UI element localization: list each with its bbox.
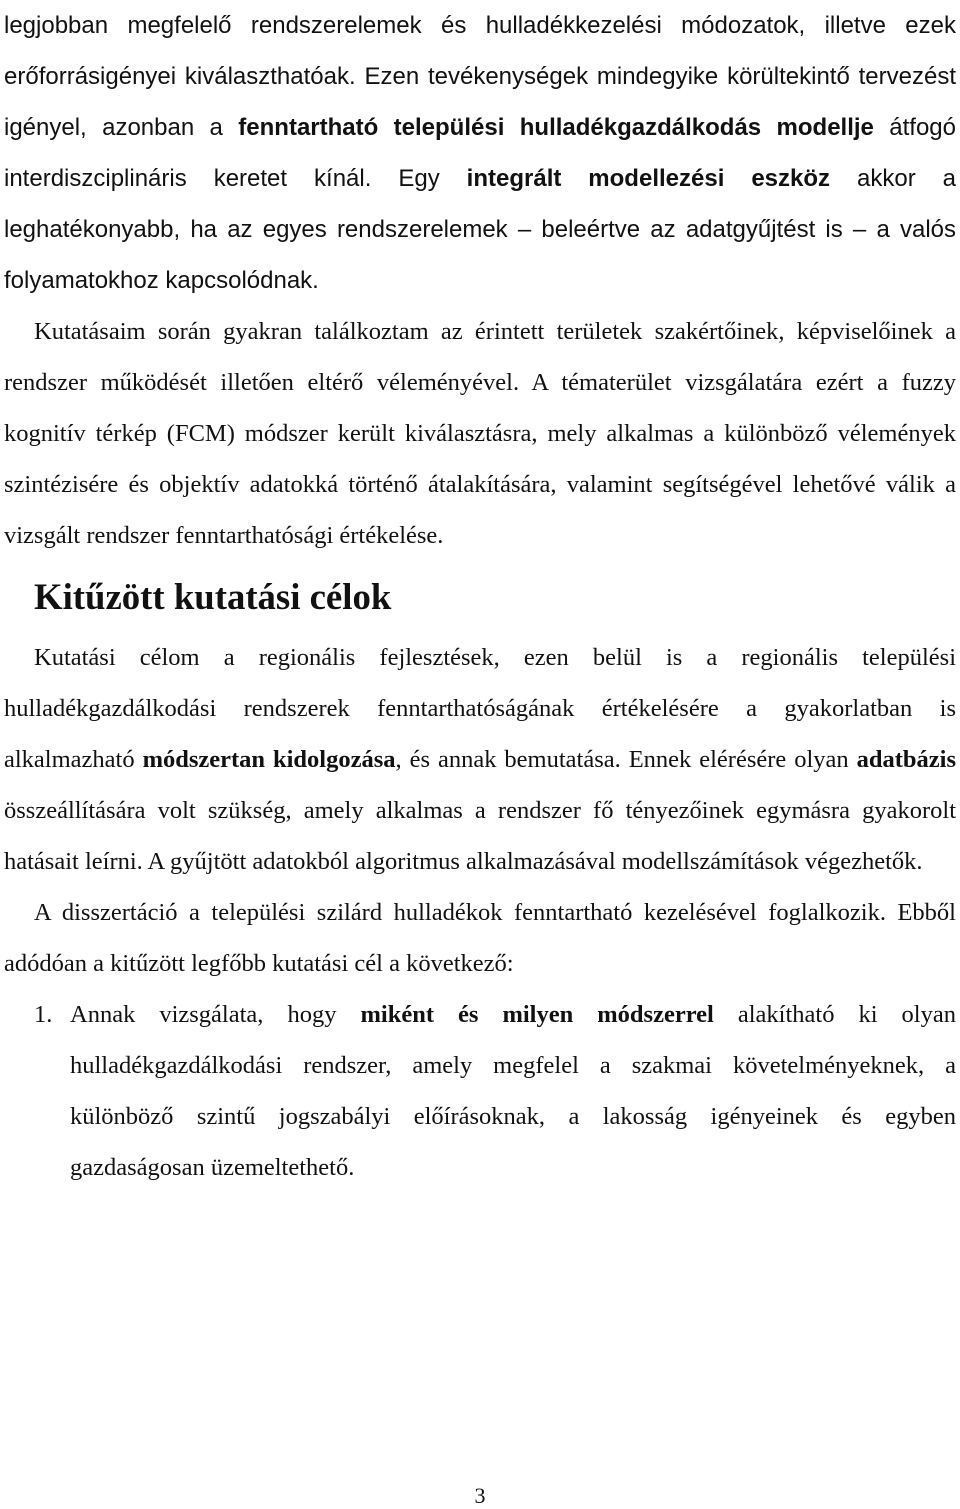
document-page <box>4 0 956 1193</box>
bold-phrase: fenntartható települési hulladékgazdálkodás modellje <box>238 114 874 141</box>
list-text: Annak vizsgálata, hogy <box>70 1001 361 1028</box>
bold-phrase: miként és milyen módszerrel <box>360 1001 714 1028</box>
page-number: 3 <box>474 1483 486 1508</box>
paragraph-text: Kutatási célom a regionális fejlesztések, ezen belül is a regionális települési hulladékgazdálkodási rendszerek fenntarthatóságának értékelésére a gyakorlatban is alkalmazható <box>4 644 956 773</box>
paragraph-text: akkor a leghatékonyabb, ha az egyes rendszerelemek – beleértve az adatgyűjtést is – a valós folyamatokhoz kapcsolódnak. <box>4 165 956 294</box>
bold-phrase: integrált modellezési eszköz <box>466 165 831 192</box>
paragraph-text: , és annak bemutatása. Ennek elérésére olyan <box>395 746 857 773</box>
bold-phrase: módszertan kidolgozása <box>142 746 396 773</box>
paragraph-fenntarthato-modell <box>4 0 956 306</box>
paragraph-disszertacio: A disszertáció a települési szilárd hulladékok fenntartható kezelésével foglalkozik. Ebből adódóan a kitűzött legfőbb kutatási cél a következő: <box>4 899 956 977</box>
paragraph-text: összeállítására volt szükség, amely alkalmas a rendszer fő tényezőinek egymásra gyakorolt hatásait leírni. A gyűjtött adatokból algoritmus alkalmazásával modellszámítások végezhetők. <box>4 797 956 875</box>
list-item <box>4 989 956 1193</box>
section-heading: Kitűzött kutatási célok <box>34 576 392 617</box>
list-number: 1. <box>34 1001 53 1028</box>
paragraph-fcm-modszer: Kutatásaim során gyakran találkoztam az érintett területek szakértőinek, képviselőinek a rendszer működését illetően eltérő véleményével. A tématerület vizsgálatára ezért a fuzzy kognitív térkép (FCM) módszer került kiválasztásra, mely alkalmas a különböző vélemények szintézisére és objektív adatokká történő átalakítására, valamint segítségével lehetővé válik a vizsgált rendszer fenntarthatósági értékelése. <box>4 318 956 549</box>
bold-phrase: adatbázis <box>856 746 956 773</box>
paragraph-kutatasi-cel <box>4 632 956 887</box>
paragraph-text: legjobban megfelelő rendszerelemek és hulladékkezelési módozatok, illetve ezek erőforrásigényei kiválaszthatóak. Ezen tevékenységek mindegyike körültekintő tervezést igényel, azonban a <box>4 12 956 141</box>
paragraph-text: átfogó interdiszciplináris keretet kínál. Egy <box>4 114 956 192</box>
list-text: alakítható ki olyan hulladékgazdálkodási rendszer, amely megfelel a szakmai követelményeknek, a különböző szintű jogszabályi előírásoknak, a lakosság igényeinek és egyben gazdaságosan üzemeltethető. <box>70 1001 956 1181</box>
goal-list <box>4 989 956 1193</box>
